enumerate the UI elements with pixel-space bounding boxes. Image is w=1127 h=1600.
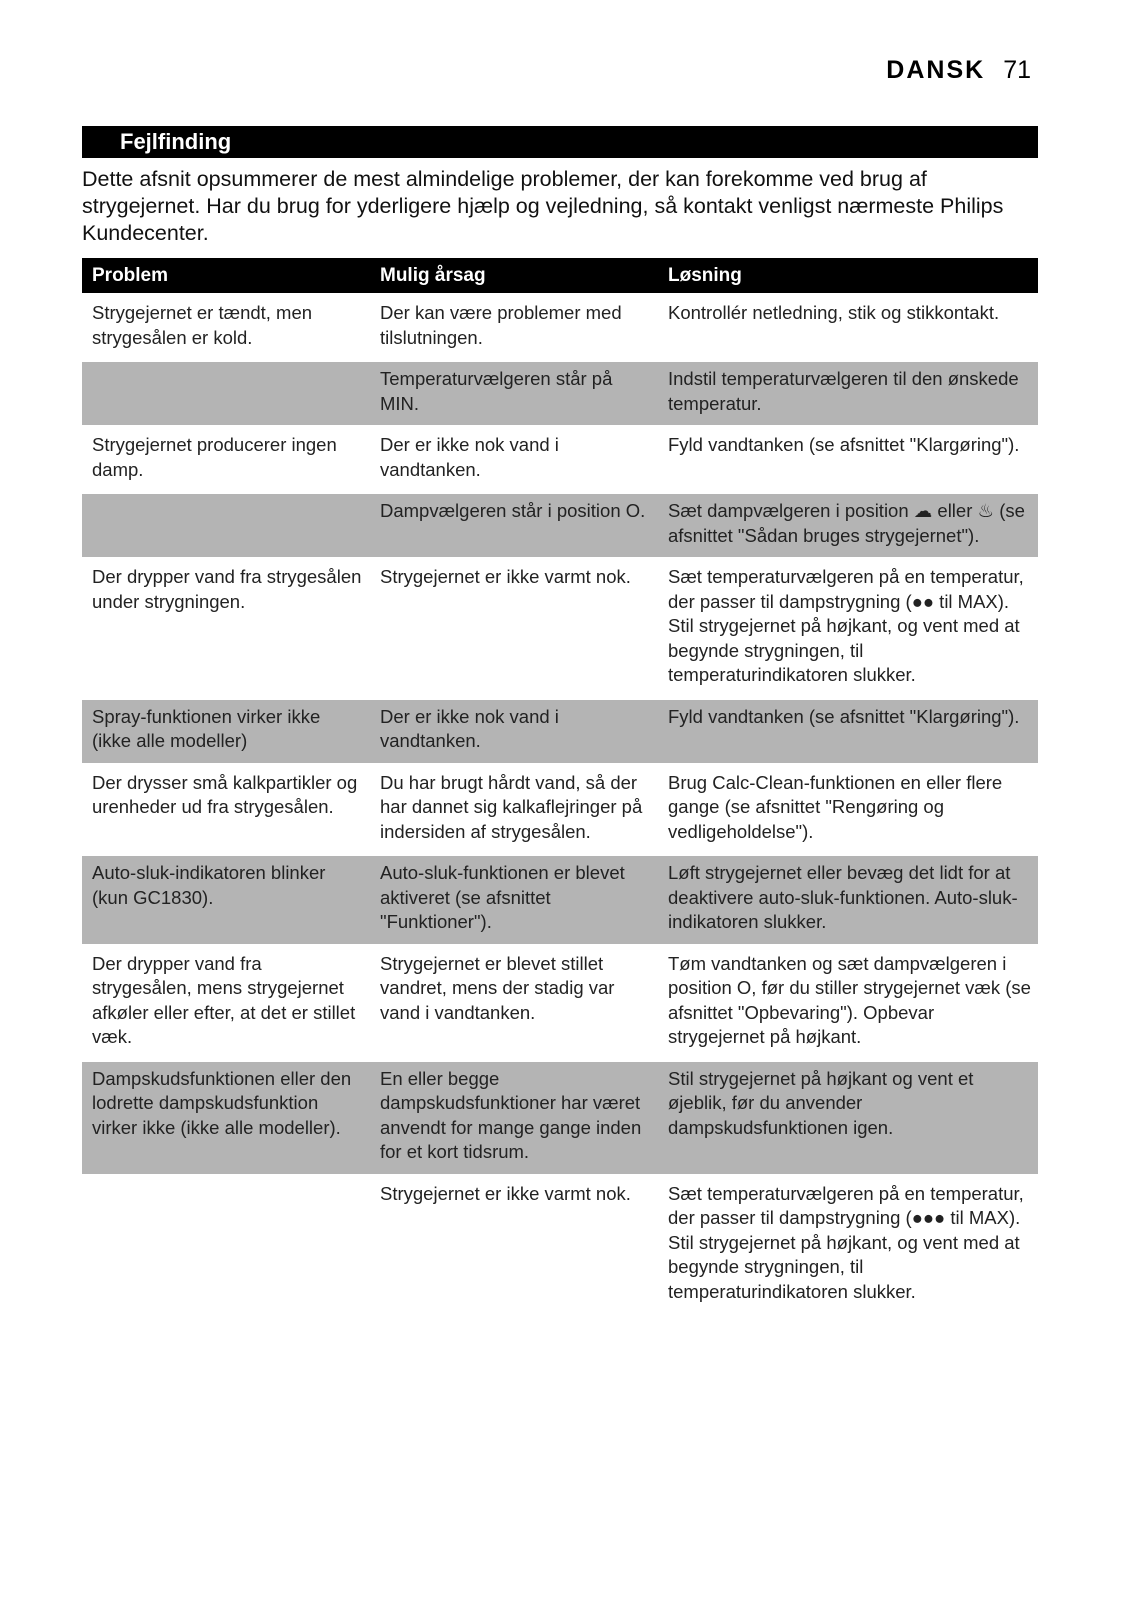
header-solution: Løsning (658, 258, 1038, 293)
cell-problem: Spray-funktionen virker ikke (ikke alle modeller) (82, 700, 370, 763)
cell-problem (82, 494, 370, 557)
cell-solution: Fyld vandtanken (se afsnittet "Klargøring"). (658, 700, 1038, 763)
cell-cause: Auto-sluk-funktionen er blevet aktiveret (se afsnittet "Funktioner"). (370, 856, 658, 944)
cell-problem: Der drysser små kalkpartikler og urenheder ud fra strygesålen. (92, 771, 358, 817)
cell-solution: Indstil temperaturvælgeren til den ønskede temperatur. (658, 362, 1038, 425)
language-label: DANSK (886, 56, 986, 84)
cell-problem (82, 362, 370, 425)
cell-cause: Der er ikke nok vand i vandtanken. (380, 434, 559, 480)
cell-cause: Dampvælgeren står i position O. (370, 494, 658, 557)
table-row (82, 296, 1038, 359)
cell-solution: Fyld vandtanken (se afsnittet "Klargøring"). (668, 434, 1020, 455)
table-row (82, 1062, 1038, 1174)
troubleshooting-table (82, 258, 1038, 1313)
table-header-row (82, 258, 1038, 293)
cell-cause: Der er ikke nok vand i vandtanken. (370, 700, 658, 763)
intro-paragraph: Dette afsnit opsummerer de mest almindelige problemer, der kan forekomme ved brug af strygejernet. Har du brug for yderligere hjælp og vejledning, så kontakt venligst nærmeste Philips Kundecenter. (82, 167, 1004, 245)
table-row (82, 856, 1038, 944)
section-title: Fejlfinding (120, 129, 232, 154)
cell-cause: Strygejernet er blevet stillet vandret, mens der stadig var vand i vandtanken. (380, 952, 615, 1023)
header-cause: Mulig årsag (370, 258, 658, 293)
cell-cause: Du har brugt hårdt vand, så der har dannet sig kalkaflejringer på indersiden af strygesålen. (380, 771, 643, 842)
table-row (82, 428, 1038, 491)
cell-solution: Sæt dampvælgeren i position ☁ eller ♨ (se afsnittet "Sådan bruges strygejernet"). (658, 494, 1038, 557)
header-problem: Problem (82, 258, 370, 293)
table-row (82, 560, 1038, 697)
page-number: 71 (1003, 56, 1031, 84)
cell-solution: Stil strygejernet på højkant og vent et øjeblik, før du anvender dampskudsfunktionen igen. (658, 1062, 1038, 1174)
cell-cause: En eller begge dampskudsfunktioner har været anvendt for mange gange inden for et kort tidsrum. (370, 1062, 658, 1174)
cell-solution: Tøm vandtanken og sæt dampvælgeren i position O, før du stiller strygejernet væk (se afsnittet "Opbevaring"). Opbevar strygejernet på højkant. (668, 952, 1031, 1047)
cell-problem: Dampskudsfunktionen eller den lodrette dampskudsfunktion virker ikke (ikke alle modeller). (82, 1062, 370, 1174)
cell-solution: Kontrollér netledning, stik og stikkontakt. (668, 302, 1000, 323)
cell-cause: Strygejernet er ikke varmt nok. (380, 1182, 631, 1204)
cell-problem: Der drypper vand fra strygesålen under strygningen. (92, 566, 362, 612)
table-row (82, 700, 1038, 763)
table-row (82, 494, 1038, 557)
cell-cause: Temperaturvælgeren står på MIN. (370, 362, 658, 425)
section-heading-bar (82, 126, 1038, 158)
cell-solution: Sæt temperaturvælgeren på en temperatur, der passer til dampstrygning (●●● til MAX). Stil strygejernet på højkant, og vent med at begynde strygningen, til temperaturindikatoren slukker. (668, 1182, 1024, 1302)
cell-solution: Sæt temperaturvælgeren på en temperatur, der passer til dampstrygning (●● til MAX). Stil strygejernet på højkant, og vent med at begynde strygningen, til temperaturindikatoren slukker. (668, 566, 1024, 685)
table-row (82, 1177, 1038, 1314)
page-header (886, 56, 1031, 85)
cell-problem (82, 1177, 370, 1314)
table-body (82, 293, 1038, 1313)
cell-cause: Strygejernet er ikke varmt nok. (380, 566, 631, 587)
cell-problem: Strygejernet producerer ingen damp. (92, 434, 337, 480)
cell-solution: Brug Calc-Clean-funktionen en eller flere gange (se afsnittet "Rengøring og vedligeholdelse"). (668, 771, 1003, 842)
cell-problem: Auto-sluk-indikatoren blinker (kun GC1830). (82, 856, 370, 944)
table-row (82, 362, 1038, 425)
cell-problem: Strygejernet er tændt, men strygesålen er kold. (92, 302, 313, 348)
table-row (82, 947, 1038, 1059)
cell-problem: Der drypper vand fra strygesålen, mens strygejernet afkøler eller efter, at det er stillet væk. (92, 952, 356, 1047)
table-row (82, 766, 1038, 854)
cell-solution: Løft strygejernet eller bevæg det lidt for at deaktivere auto-sluk-funktionen. Auto-sluk-indikatoren slukker. (658, 856, 1038, 944)
cell-cause: Der kan være problemer med tilslutningen. (380, 302, 622, 348)
